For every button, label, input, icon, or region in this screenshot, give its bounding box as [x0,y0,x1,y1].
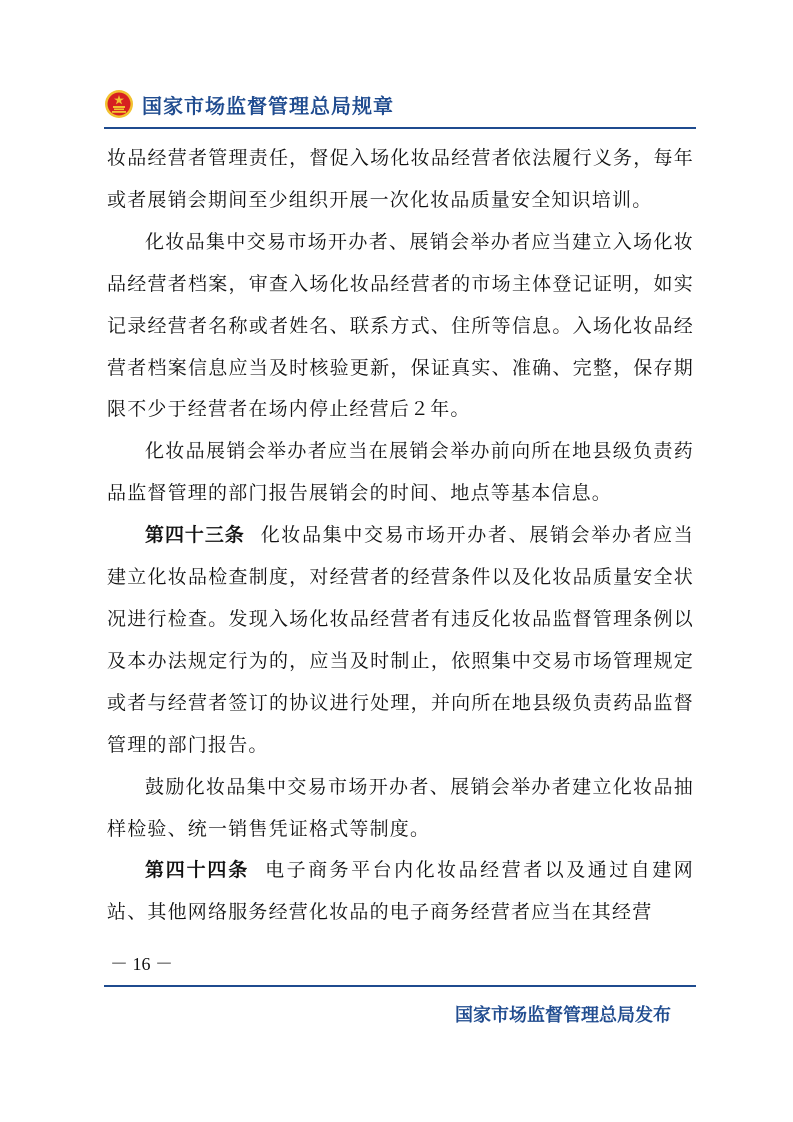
paragraph [107,431,694,515]
article-number: 第四十四条 [145,859,250,882]
paragraph [107,222,694,432]
paragraph-text: 化妆品集中交易市场开办者、展销会举办者应当建立化妆品检查制度，对经营者的经营条件以及化妆品质量安全状况进行检查。发现入场化妆品经营者有违反化妆品监督管理条例以及本办法规定行为的，应当及时制止，依照集中交易市场管理规定或者与经营者签订的协议进行处理，并向所在地县级负责药品监督管理的部门报告。 [107,524,694,756]
paragraph-text: 化妆品集中交易市场开办者、展销会举办者应当建立入场化妆品经营者档案，审查入场化妆品经营者的市场主体登记证明，如实记录经营者名称或者姓名、联系方式、住所等信息。入场化妆品经营者档案信息应当及时核验更新，保证真实、准确、完整，保存期限不少于经营者在场内停止经营后２年。 [107,230,694,421]
publisher-label: 国家市场监督管理总局发布 [455,1005,671,1026]
document-body [107,138,694,934]
article-paragraph [107,850,694,934]
paragraph-text: 妆品经营者管理责任，督促入场化妆品经营者依法履行义务，每年或者展销会期间至少组织开展一次化妆品质量安全知识培训。 [107,147,694,211]
paragraph [107,767,694,851]
article-paragraph [107,515,694,766]
header-title: 国家市场监督管理总局规章 [142,93,394,118]
page-header [104,86,394,122]
national-emblem-icon [104,89,134,119]
article-number: 第四十三条 [145,524,245,547]
paragraph-text: 电子商务平台内化妆品经营者以及通过自建网站、其他网络服务经营化妆品的电子商务经营者应当在其经营 [107,859,694,924]
header-divider [104,127,696,129]
page-number: － 16 － [110,954,173,974]
paragraph-text: 鼓励化妆品集中交易市场开办者、展销会举办者建立化妆品抽样检验、统一销售凭证格式等制度。 [107,775,694,840]
paragraph [107,138,694,222]
footer-divider [104,985,696,987]
paragraph-text: 化妆品展销会举办者应当在展销会举办前向所在地县级负责药品监督管理的部门报告展销会的时间、地点等基本信息。 [107,440,694,505]
